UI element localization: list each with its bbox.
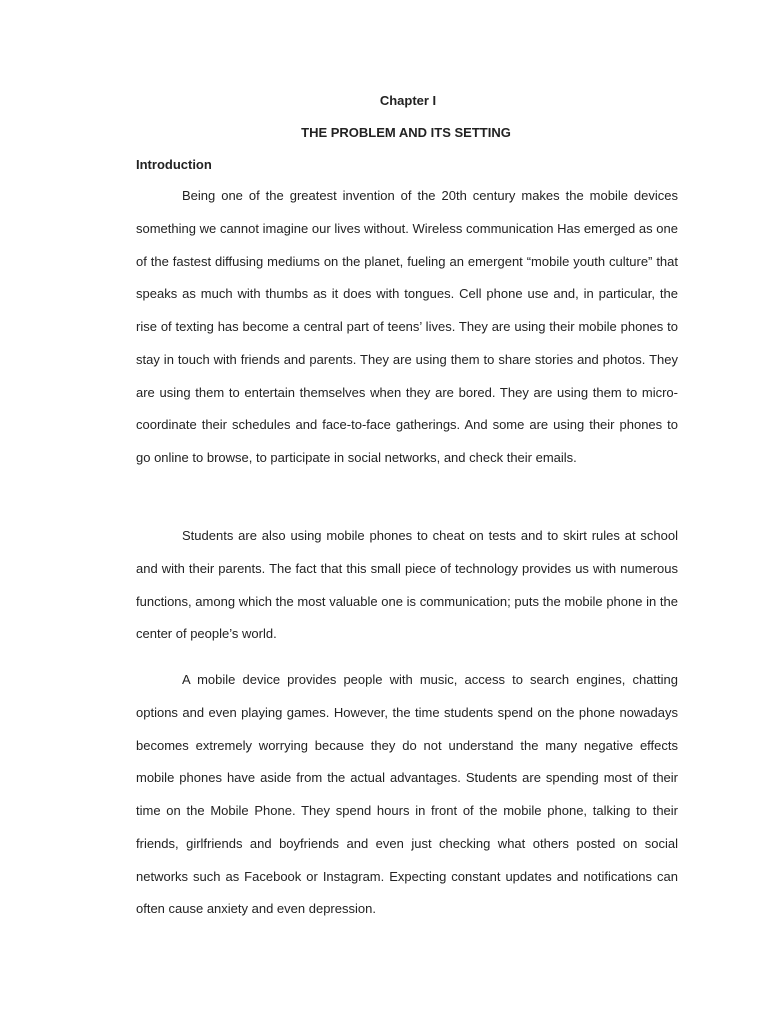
paragraph-1: Being one of the greatest invention of the 20th century makes the mobile devices something we cannot imagine our lives without. Wireless communication Has emerged as one of the fastest diffusing mediums on the planet, fueling an emergent “mobile youth culture” that speaks as much with thumbs as it does with tongues. Cell phone use and, in particular, the rise of texting has become a central part of teens’ lives. They are using their mobile phones to stay in touch with friends and parents. They are using them to share stories and photos. They are using them to entertain themselves when they are bored. They are using them to micro-coordinate their schedules and face-to-face gatherings. And some are using their phones to go online to browse, to participate in social networks, and check their emails. (136, 188, 678, 465)
chapter-title: THE PROBLEM AND ITS SETTING (301, 125, 511, 140)
paragraph-2: Students are also using mobile phones to cheat on tests and to skirt rules at school and with their parents. The fact that this small piece of technology provides us with numerous functions, among which the most valuable one is communication; puts the mobile phone in the center of people’s world. (136, 528, 678, 642)
paragraph-3: A mobile device provides people with music, access to search engines, chatting options and even playing games. However, the time students spend on the phone nowadays becomes extremely worrying because they do not understand the many negative effects mobile phones have aside from the actual advantages. Students are spending most of their time on the Mobile Phone. They spend hours in front of the mobile phone, talking to their friends, girlfriends and boyfriends and even just checking what others posted on social networks such as Facebook or Instagram. Expecting constant updates and notifications can often cause anxiety and even depression. (136, 672, 678, 917)
chapter-label: Chapter I (379, 93, 437, 108)
section-heading: Introduction (136, 157, 212, 172)
